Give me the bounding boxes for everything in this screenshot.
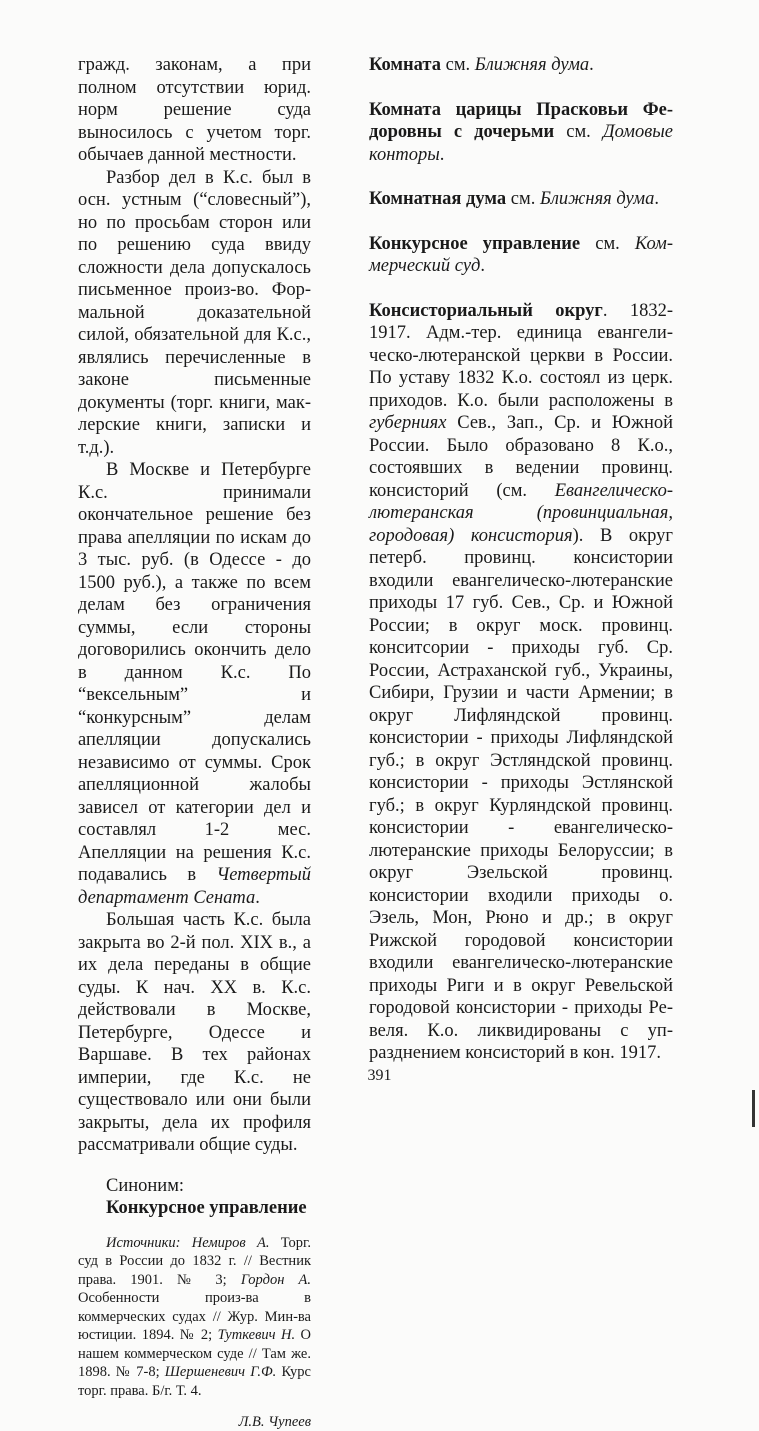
paragraph-2: Разбор дел в К.с. был в осн. устным (“словесный”), но по просьбам сторон или по решению суда ввиду сложности дела допускалось письменное произ-во. Формальной доказательной силой, обязательной для К.с., являлись перечисленные в законе письменные документы (торг. книги, маклерские книги, записки и т.д.).	[78, 167, 311, 458]
paragraph-1: гражд. законам, а при полном отсутствии юрид. норм решение суда выносилось с учетом торг. обычаев данной местности.	[78, 55, 311, 165]
right-column	[369, 54, 673, 1087]
entry-konsistorialny-okrug: Консисториальный округ. 1832-1917. Адм.-тер. единица евангелическо-лютеранской церкви в России. По уставу 1832 К.о. состоял из церк. приходов. К.о. были расположены в губерниях Сев., Зап., Ср. и Южной России. Было образовано 8 К.о., состоявших в ведении провинц. консисторий (см. Евангелическо-лютеранская (провинциальная, городовая) консистория). В округ петерб. провинц. консистории входили евангелическо-лютеранские приходы 17 губ. Сев., Ср. и Южной России; в округ моск. провинц. конситсории - приходы губ. Ср. России, Астраханской губ., Украины, Сибири, Грузии и части Армении; в округ Лифляндской провинц. консистории - приходы Лифляндской губ.; в округ Эстляндской провинц. консистории - приходы Эстлянской губ.; в округ Курляндской провинц. консистории - евангелическо-лютеранские приходы Белоруссии; в округ Эзельской провинц. консистории входили приходы о. Эзель, Мон, Рюно и др.; в округ Рижской городовой консистории входили евангелическо-лютеранские приходы Риги и в округ Ревельской городовой консистории - приходы Ревеля. К.о. ликвидированы с упразднением консисторий в кон. 1917.	[369, 300, 673, 1063]
page-number: 391	[367, 1067, 392, 1084]
entry-komnata-tsaritsy: Комната царицы Прасковьи Федоровны с дочерьми см. Домовые конторы.	[369, 99, 673, 165]
entry-konkursnoe-upravlenie: Конкурсное управление см. Коммерческий суд.	[369, 233, 674, 276]
synonym-block	[78, 1175, 311, 1220]
synonym-term: Конкурсное управление	[106, 1198, 307, 1218]
sources: Источники: Немиров А. Торг. суд в России до 1832 г. // Вестник права. 1901. № 3; Гордон А. Особенности произ-ва в коммерческих судах // Жур. Мин-ва юстиции. 1894. № 2; Туткевич Н. О нашем коммерческом суде // Там же. 1898. № 7-8; Шершеневич Г.Ф. Курс торг. права. Б/г. Т. 4.	[78, 1234, 311, 1399]
author: Л.В. Чупеев	[238, 1414, 311, 1430]
scan-edge-mark	[752, 1090, 755, 1127]
entry-komnata: Комната см. Ближняя дума.	[369, 55, 594, 75]
left-column	[78, 54, 311, 1431]
entry-komnatnaya-duma: Комнатная дума см. Ближняя дума.	[369, 189, 659, 209]
synonym-label: Синоним:	[106, 1175, 185, 1196]
paragraph-3: В Москве и Петербурге К.с. принимали окончательное решение без права апелляции по искам до 3 тыс. руб. (в Одессе - до 1500 руб.), а также по всем делам без ограничения суммы, если стороны договорились окончить дело в данном К.с. По “вексельным” и “конкурсным” делам апелляции допускались независимо от суммы. Срок апелляционной жалобы зависел от категории дел и составлял 1-2 мес. Апелляции на решения К.с. подавались в Четвертый департамент Сената.	[78, 460, 311, 908]
paragraph-4: Большая часть К.с. была закрыта во 2-й пол. XIX в., а их дела переданы в общие суды. К нач. XX в. К.с. действовали в Москве, Петербурге, Одессе и Варшаве. В тех районах империи, где К.с. не существовало или они были закрыты, дела их профиля рассматривали общие суды.	[78, 910, 311, 1155]
